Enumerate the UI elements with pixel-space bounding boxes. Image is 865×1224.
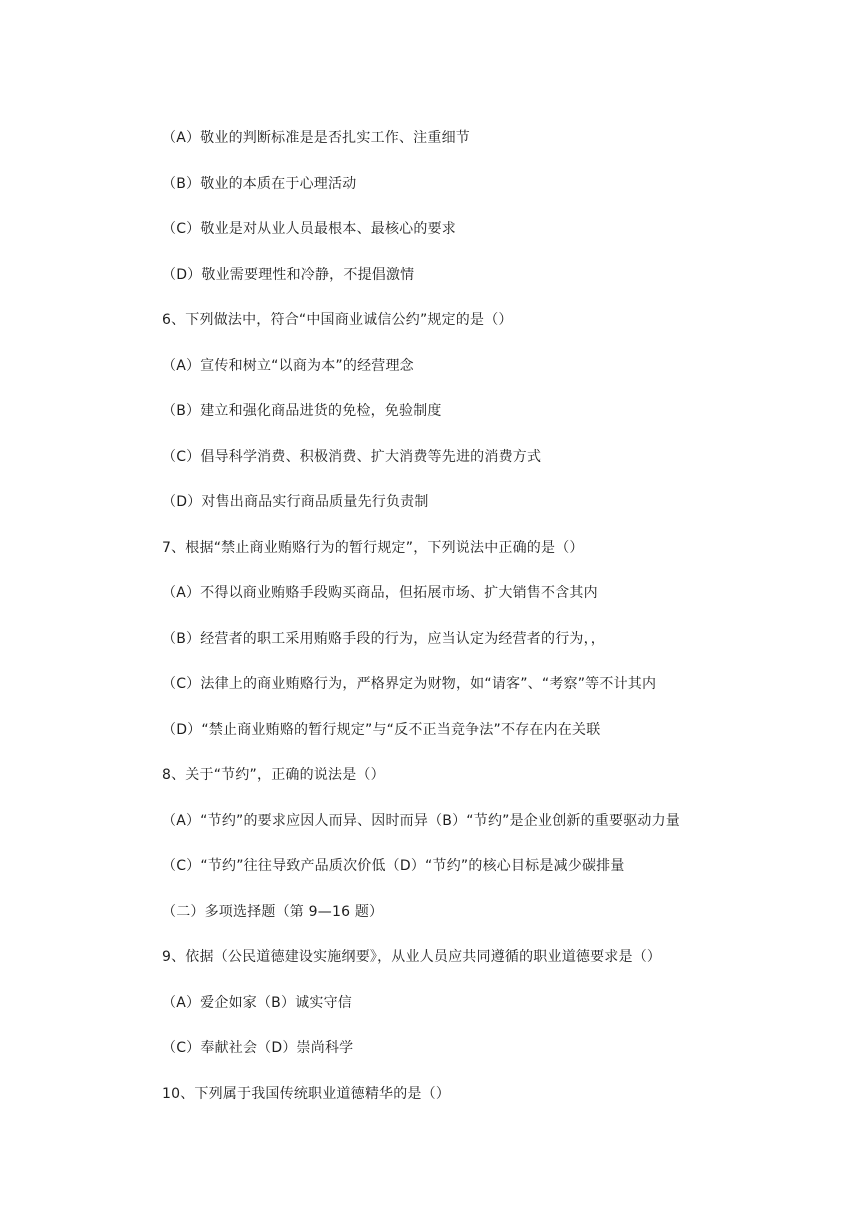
option-line: （A）不得以商业贿赂手段购买商品，但拓展市场、扩大销售不含其内 (162, 585, 598, 601)
question-line: 7、根据“禁止商业贿赂行为的暂行规定”，下列说法中正确的是（） (162, 540, 584, 556)
option-line: （A）“节约”的要求应因人而异、因时而异（B）“节约”是企业创新的重要驱动力量 (162, 813, 680, 829)
option-line: （C）“节约”往往导致产品质次价低（D）“节约”的核心目标是减少碳排量 (162, 858, 625, 874)
option-line: （C）倡导科学消费、积极消费、扩大消费等先进的消费方式 (162, 449, 542, 465)
option-line: （D）敬业需要理性和冷静，不提倡激情 (162, 267, 415, 283)
option-line: （B）建立和强化商品进货的免检，免验制度 (162, 403, 442, 419)
option-line: （B）敬业的本质在于心理活动 (162, 176, 357, 192)
question-line: 8、关于“节约”，正确的说法是（） (162, 767, 385, 783)
option-line: （B）经营者的职工采用贿赂手段的行为，应当认定为经营者的行为，， (162, 631, 606, 647)
option-line: （C）法律上的商业贿赂行为，严格界定为财物，如“请客”、“考察”等不计其内 (162, 676, 657, 692)
option-line: （A）爱企如家（B）诚实守信 (162, 995, 352, 1011)
option-line: （D）“禁止商业贿赂的暂行规定”与“反不正当竞争法”不存在内在关联 (162, 722, 601, 738)
section-heading: （二）多项选择题（第 9—16 题） (162, 904, 384, 920)
option-line: （A）宣传和树立“以商为本”的经营理念 (162, 358, 414, 374)
question-line: 10、下列属于我国传统职业道德精华的是（） (162, 1086, 451, 1102)
option-line: （D）对售出商品实行商品质量先行负责制 (162, 494, 429, 510)
question-line: 9、依据（公民道德建设实施纲要》，从业人员应共同遵循的职业道德要求是（） (162, 949, 662, 965)
question-line: 6、下列做法中，符合“中国商业诚信公约”规定的是（） (162, 312, 513, 328)
option-line: （C）敬业是对从业人员最根本、最核心的要求 (162, 221, 456, 237)
option-line: （C）奉献社会（D）崇尚科学 (162, 1040, 354, 1056)
option-line: （A）敬业的判断标准是是否扎实工作、注重细节 (162, 130, 470, 146)
